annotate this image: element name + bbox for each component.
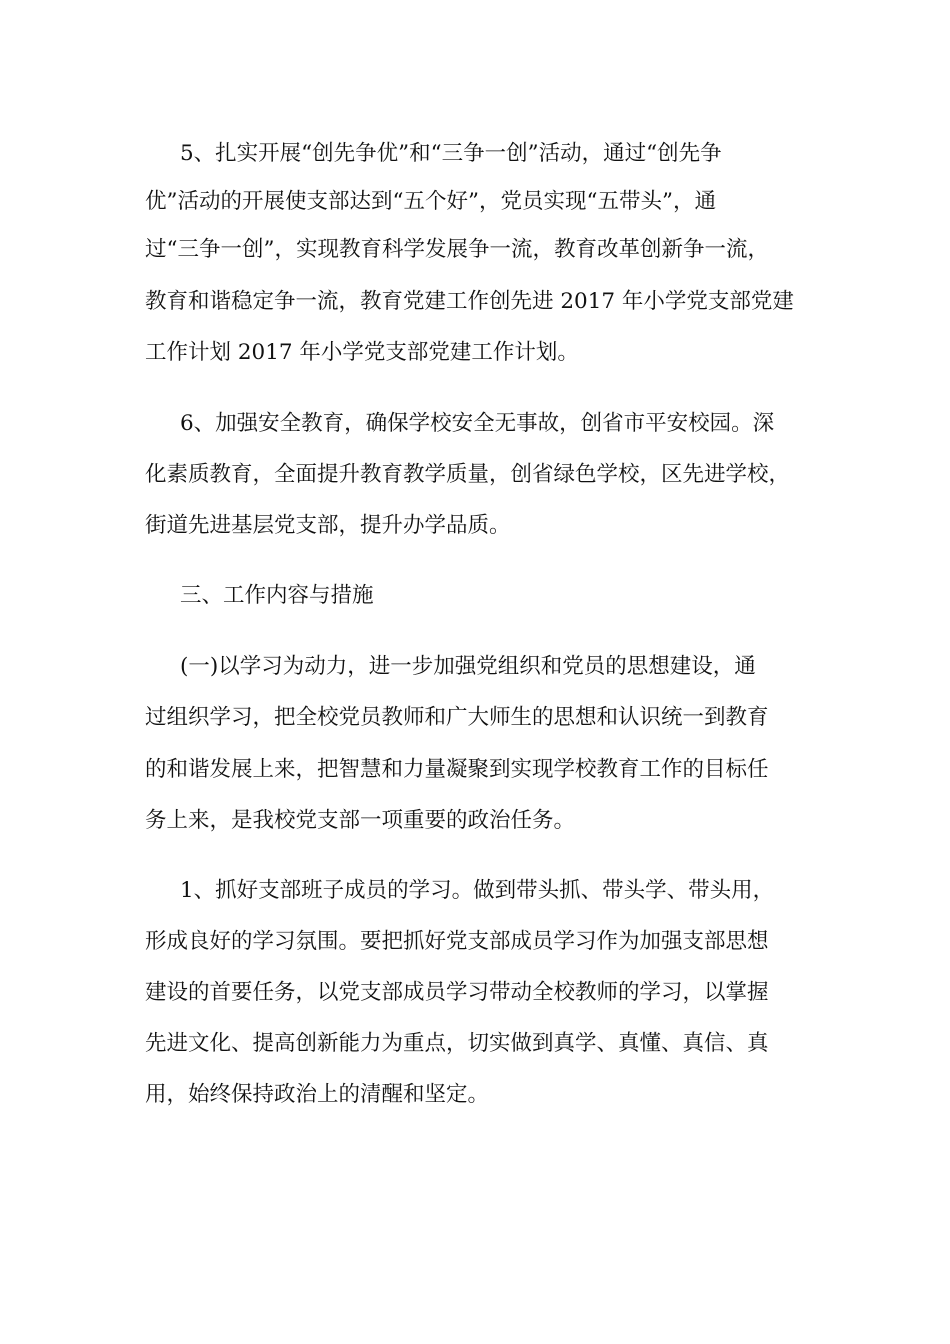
text-line: 教育和谐稳定争一流，教育党建工作创先进 2017 年小学党支部党建 [145,289,794,314]
text-line: 6、加强安全教育，确保学校安全无事故，创省市平安校园。深 [180,411,775,436]
text-line: 用，始终保持政治上的清醒和坚定。 [145,1082,490,1107]
text-line: 过“三争一创”，实现教育科学发展争一流，教育改革创新争一流， [145,237,769,262]
text-line: 街道先进基层党支部，提升办学品质。 [145,513,511,538]
text-line: 过组织学习，把全校党员教师和广大师生的思想和认识统一到教育 [145,705,769,730]
heading-line: 三、工作内容与措施 [180,583,374,608]
text-line: 建设的首要任务，以党支部成员学习带动全校教师的学习，以掌握 [145,980,769,1005]
text-line: 工作计划 2017 年小学党支部党建工作计划。 [145,340,579,365]
text-line: 的和谐发展上来，把智慧和力量凝聚到实现学校教育工作的目标任 [145,757,769,782]
text-line: 务上来，是我校党支部一项重要的政治任务。 [145,808,576,833]
text-line: 形成良好的学习氛围。要把抓好党支部成员学习作为加强支部思想 [145,929,769,954]
text-line: 1、抓好支部班子成员的学习。做到带头抓、带头学、带头用， [180,878,775,903]
text-line: (一)以学习为动力，进一步加强党组织和党员的思想建设，通 [180,654,756,679]
text-line: 先进文化、提高创新能力为重点，切实做到真学、真懂、真信、真 [145,1031,769,1056]
text-line: 5、扎实开展“创先争优”和“三争一创”活动，通过“创先争 [180,141,722,166]
text-line: 优”活动的开展使支部达到“五个好”，党员实现“五带头”，通 [145,189,716,214]
text-line: 化素质教育，全面提升教育教学质量，创省绿色学校，区先进学校， [145,462,791,487]
